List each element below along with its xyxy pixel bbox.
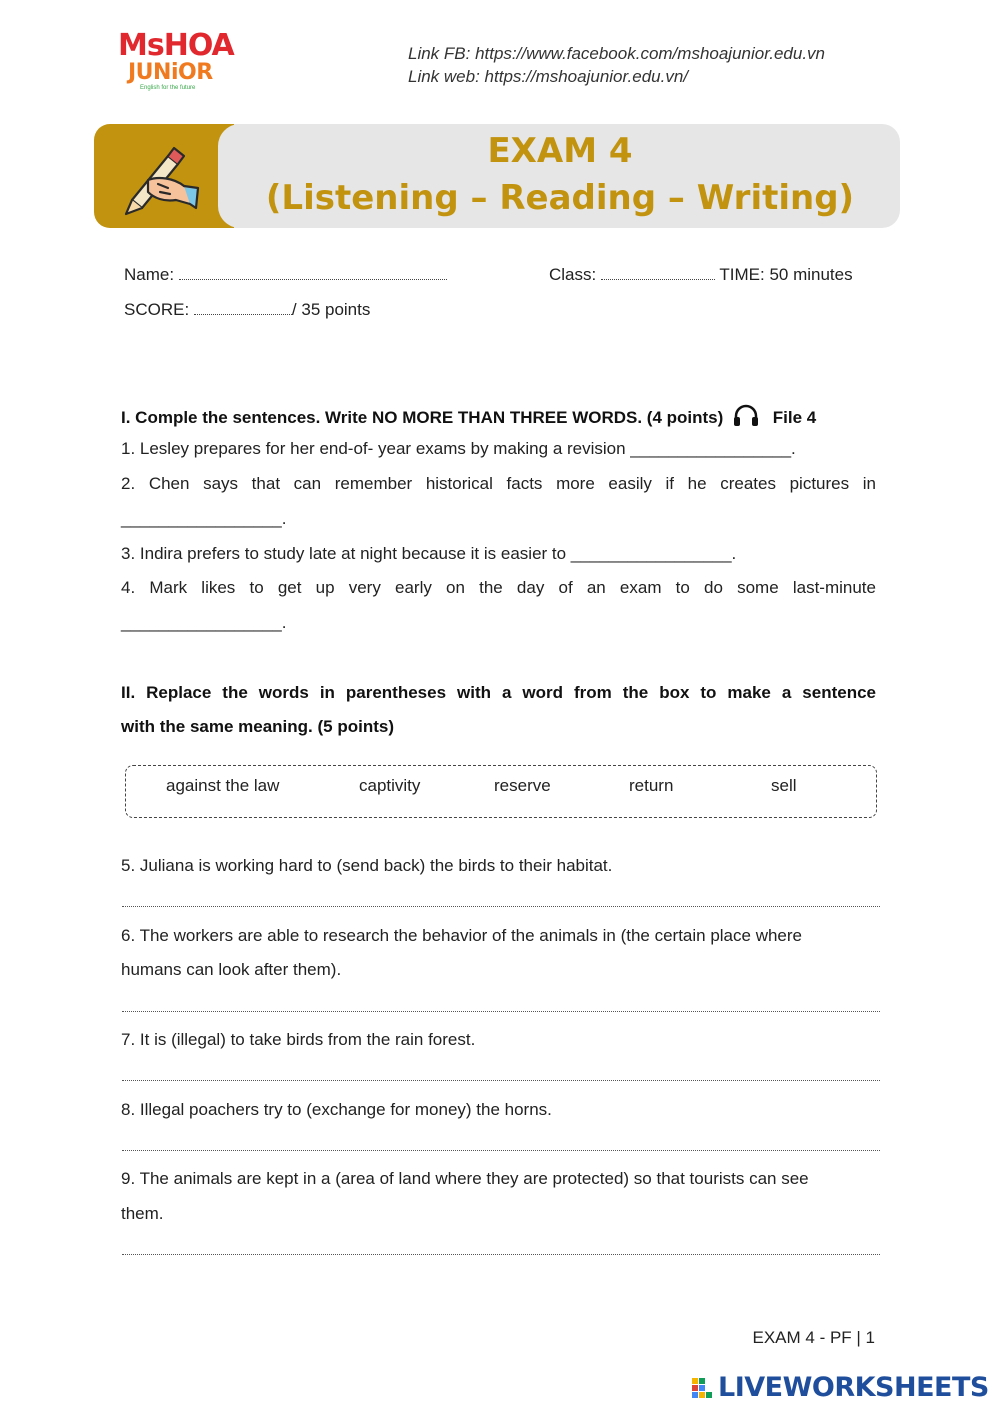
- score-blank[interactable]: [194, 303, 292, 315]
- question-7: 7. It is (illegal) to take birds from the rain forest.: [121, 1030, 476, 1049]
- question-5: 5. Juliana is working hard to (send back) the birds to their habitat.: [121, 856, 613, 875]
- name-field: [124, 265, 447, 285]
- liveworksheets-brand: LIVEWORKSHEETS: [718, 1372, 989, 1403]
- word-option: return: [629, 776, 674, 795]
- exam-subtitle: (Listening – Reading – Writing): [265, 178, 855, 218]
- logo-tagline: English for the future: [140, 85, 196, 91]
- answer-line-7[interactable]: [122, 1080, 880, 1081]
- question-2-blank[interactable]: _________________.: [121, 509, 287, 528]
- question-6-cont: humans can look after them).: [121, 960, 342, 979]
- answer-line-9[interactable]: [122, 1254, 880, 1255]
- website-link[interactable]: Link web: https://mshoajunior.edu.vn/: [408, 67, 689, 86]
- logo-line1: MsHOA: [118, 28, 234, 63]
- headphones-icon: [732, 404, 760, 428]
- score-label: SCORE:: [124, 300, 190, 319]
- answer-line-8[interactable]: [122, 1150, 880, 1151]
- writing-hand-icon: [118, 138, 204, 218]
- mshoa-junior-logo: [118, 30, 248, 100]
- name-label: Name:: [124, 265, 175, 284]
- question-1: 1. Lesley prepares for her end-of- year exams by making a revision _________________.: [121, 439, 796, 458]
- answer-line-6[interactable]: [122, 1011, 880, 1012]
- exam-title: EXAM 4: [487, 131, 633, 171]
- answer-line-5[interactable]: [122, 906, 880, 907]
- score-field: [124, 300, 370, 320]
- word-option: against the law: [166, 776, 280, 795]
- question-6: 6. The workers are able to research the behavior of the animals in (the certain place where: [121, 926, 802, 945]
- class-field: [549, 265, 853, 285]
- question-3: 3. Indira prefers to study late at night because it is easier to _________________.: [121, 544, 737, 563]
- liveworksheets-logo-icon: [692, 1378, 714, 1402]
- section2-title: II. Replace the words in parentheses with a word from the box to make a sentence: [121, 683, 876, 702]
- header-links: [408, 42, 825, 88]
- question-4-blank[interactable]: _________________.: [121, 613, 287, 632]
- question-9: 9. The animals are kept in a (area of land where they are protected) so that tourists can see: [121, 1169, 809, 1188]
- question-2: 2. Chen says that can remember historical facts more easily if he creates pictures in: [121, 474, 876, 493]
- word-option: captivity: [359, 776, 421, 795]
- score-total: / 35 points: [291, 300, 371, 319]
- facebook-link[interactable]: Link FB: https://www.facebook.com/mshoajunior.edu.vn: [408, 44, 826, 63]
- word-option: reserve: [494, 776, 551, 795]
- class-blank[interactable]: [601, 268, 715, 280]
- page-number: EXAM 4 - PF | 1: [752, 1328, 875, 1347]
- question-9-cont: them.: [121, 1204, 164, 1223]
- logo-line2: JUNiOR: [128, 60, 213, 85]
- question-4: 4. Mark likes to get up very early on the day of an exam to do some last-minute: [121, 578, 876, 597]
- question-8: 8. Illegal poachers try to (exchange for money) the horns.: [121, 1100, 552, 1119]
- section2-title-cont: with the same meaning. (5 points): [121, 717, 394, 736]
- word-option: sell: [771, 776, 797, 795]
- class-label: Class:: [549, 265, 597, 284]
- time-label: TIME: 50 minutes: [719, 265, 853, 284]
- section1-title: I. Comple the sentences. Write NO MORE THAN THREE WORDS. (4 points) File 4: [121, 404, 816, 428]
- audio-file-label[interactable]: File 4: [772, 408, 817, 427]
- name-blank[interactable]: [179, 268, 447, 280]
